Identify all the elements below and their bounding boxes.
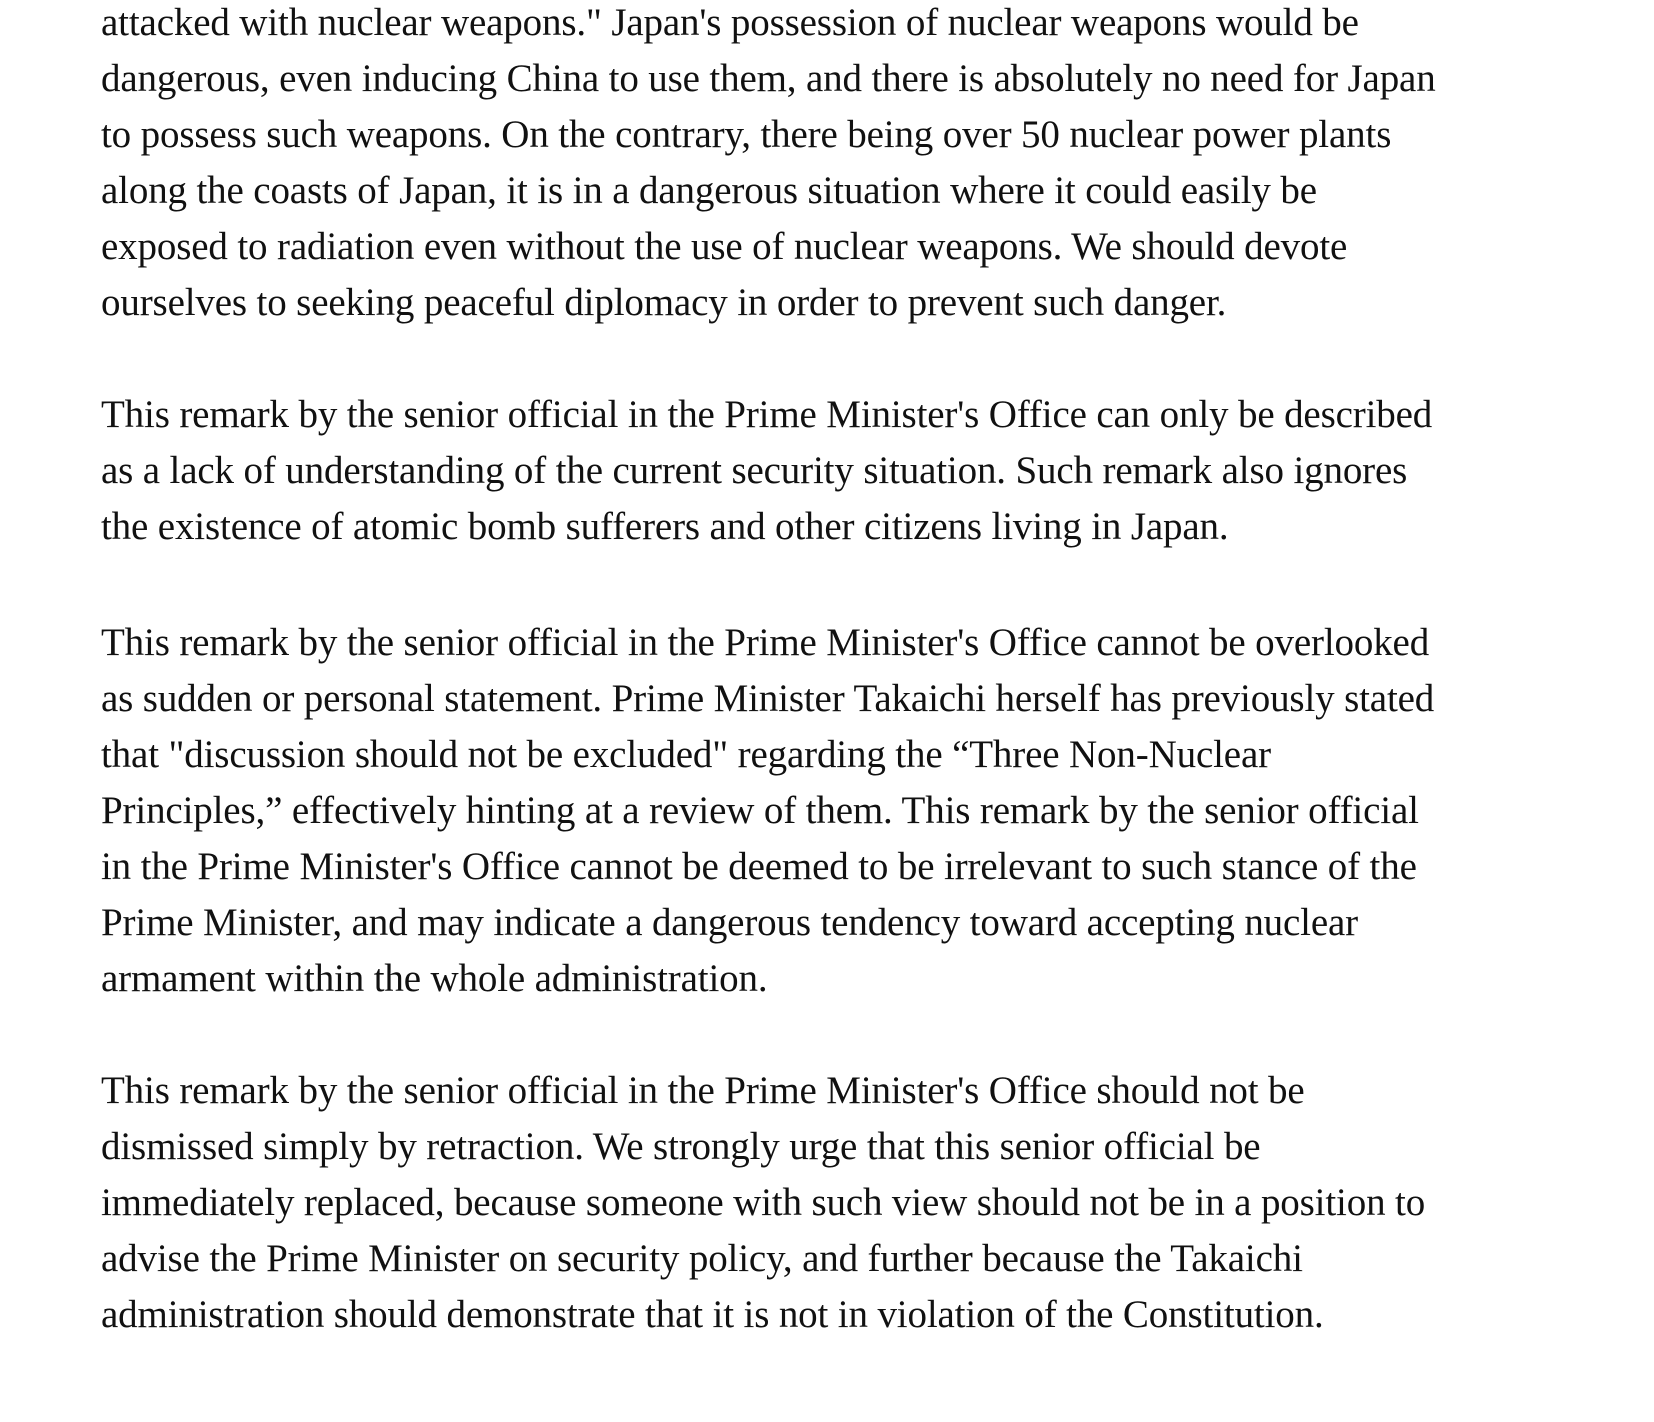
paragraph-line: as sudden or personal statement. Prime Minister Takaichi herself has previously stated <box>101 677 1435 720</box>
paragraph-line: dangerous, even inducing China to use them, and there is absolutely no need for Japan <box>101 57 1436 100</box>
paragraph-line: in the Prime Minister's Office cannot be deemed to be irrelevant to such stance of the <box>101 845 1417 888</box>
paragraph-line: advise the Prime Minister on security policy, and further because the Takaichi <box>101 1237 1303 1280</box>
paragraph-line: Principles,” effectively hinting at a review of them. This remark by the senior official <box>101 789 1419 832</box>
paragraph-line: to possess such weapons. On the contrary, there being over 50 nuclear power plants <box>101 113 1392 156</box>
paragraph-line: This remark by the senior official in the Prime Minister's Office should not be <box>101 1069 1305 1112</box>
paragraph-line: along the coasts of Japan, it is in a dangerous situation where it could easily be <box>101 169 1317 212</box>
paragraph-3 <box>101 615 1434 1007</box>
paragraph-line: immediately replaced, because someone with such view should not be in a position to <box>101 1181 1426 1224</box>
paragraph-line: Prime Minister, and may indicate a dangerous tendency toward accepting nuclear <box>101 901 1359 944</box>
paragraph-line: This remark by the senior official in the Prime Minister's Office cannot be overlooked <box>101 621 1430 664</box>
paragraph-line: attacked with nuclear weapons." Japan's possession of nuclear weapons would be <box>101 1 1359 44</box>
paragraph-line: exposed to radiation even without the use of nuclear weapons. We should devote <box>101 225 1348 268</box>
paragraph-line: administration should demonstrate that it is not in violation of the Constitution. <box>101 1293 1324 1336</box>
paragraph-line: This remark by the senior official in the Prime Minister's Office can only be described <box>101 393 1433 436</box>
paragraph-4 <box>101 1063 1425 1343</box>
paragraph-line: as a lack of understanding of the current security situation. Such remark also ignores <box>101 449 1408 492</box>
paragraph-line: that "discussion should not be excluded" regarding the “Three Non-Nuclear <box>101 733 1271 776</box>
paragraph-1 <box>101 0 1436 331</box>
paragraph-line: dismissed simply by retraction. We strongly urge that this senior official be <box>101 1125 1261 1168</box>
paragraph-2 <box>101 387 1432 555</box>
paragraph-line: the existence of atomic bomb sufferers and other citizens living in Japan. <box>101 505 1229 548</box>
paragraph-line: ourselves to seeking peaceful diplomacy in order to prevent such danger. <box>101 281 1227 324</box>
paragraph-line: armament within the whole administration. <box>101 957 768 1000</box>
